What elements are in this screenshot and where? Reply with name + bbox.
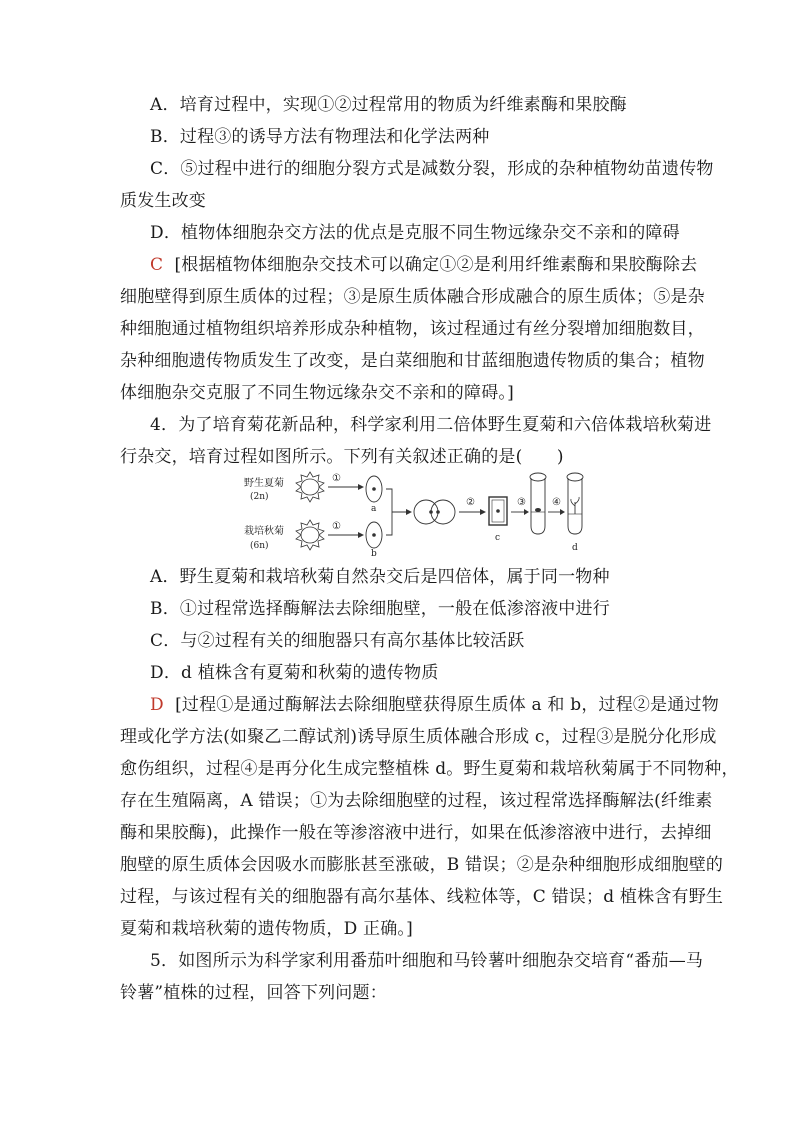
q4-answer: D [150,695,164,715]
q3-option-d: D．植物体细胞杂交方法的优点是克服不同生物远缘杂交不亲和的障碍 [150,223,680,243]
q4-option-d: D．d 植株含有夏菊和秋菊的遗传物质 [150,663,439,683]
q3-explanation-line [150,254,710,276]
q4-explanation-line [150,694,719,716]
q3-explanation-text: [根据植物体细胞杂交技术可以确定①②是利用纤维素酶和果胶酶除去 [174,255,698,275]
q4-explanation-line: 理或化学方法(如聚乙二醇试剂)诱导原生质体融合形成 c，过程③是脱分化形成 [120,727,717,747]
wild-chrysanthemum-label: 野生夏菊 [244,478,284,489]
q4-explanation-line: 愈伤组织，过程④是再分化生成完整植株 d。野生夏菊和栽培秋菊属于不同物种， [120,759,739,779]
q4-stem: 4．为了培育菊花新品种，科学家利用二倍体野生夏菊和六倍体栽培秋菊进 [150,415,712,435]
step4-label: ④ [552,497,561,508]
step3-label: ③ [517,497,526,508]
cultivated-chrysanthemum-label: 栽培秋菊 [244,526,284,537]
step1-label: ① [332,521,341,532]
q4-stem-cont: 行杂交，培育过程如图所示。下列有关叙述正确的是( ) [120,447,564,467]
label-b: b [371,549,377,559]
arrow-head [358,532,364,538]
q3-option-a: A．培育过程中，实现①②过程常用的物质为纤维素酶和果胶酶 [150,95,627,115]
q3-explanation-line: 体细胞杂交克服了不同生物远缘杂交不亲和的障碍。] [120,383,514,403]
step1-label: ① [332,473,341,484]
wild-ploidy-label: (2n) [250,492,269,502]
cultivated-cell-icon [296,520,324,550]
q4-option-a: A．野生夏菊和栽培秋菊自然杂交后是四倍体，属于同一物种 [150,567,610,587]
plantlet-tube [567,473,583,534]
q3-option-c: C．⑤过程中进行的细胞分裂方式是减数分裂，形成的杂种植物幼苗遗传物 [150,159,714,179]
q4-explanation-line: 存在生殖隔离，A 错误；①为去除细胞壁的过程，该过程常选择酶解法(纤维素 [120,791,713,811]
label-d: d [572,543,578,553]
q3-answer: C [150,255,164,275]
breeding-process-diagram [240,468,590,560]
q3-explanation-line: 杂种细胞遗传物质发生了改变，是白菜细胞和甘蓝细胞遗传物质的集合；植物 [120,351,705,371]
q5-stem-cont: 铃薯”植株的过程，回答下列问题： [120,983,387,1003]
q4-option-b: B．①过程常选择酶解法去除细胞壁，一般在低渗溶液中进行 [150,599,610,619]
q4-explanation-text: [过程①是通过酶解法去除细胞壁获得原生质体 a 和 b，过程②是通过物 [175,695,719,715]
cultivated-ploidy-label: (6n) [250,541,269,551]
q3-option-b: B．过程③的诱导方法有物理法和化学法两种 [150,127,490,147]
label-a: a [371,504,377,514]
merge-bracket [386,489,406,535]
q3-option-c-cont: 质发生改变 [120,191,206,211]
q4-explanation-line: 胞壁的原生质体会因吸水而膨胀甚至涨破，B 错误；②是杂种细胞形成细胞壁的 [120,855,724,875]
wild-cell-icon [296,472,324,502]
arrow-head [358,484,364,490]
label-c: c [495,533,501,543]
callus-tube [530,473,546,534]
fusing-cell-right [431,500,455,524]
step2-label: ② [466,497,475,508]
q3-explanation-line: 种细胞通过植物组织培养形成杂种植物，该过程通过有丝分裂增加细胞数目， [120,319,705,339]
q5-stem: 5．如图所示为科学家利用番茄叶细胞和马铃薯叶细胞杂交培育“番茄—马 [150,951,704,971]
q4-explanation-line: 过程，与该过程有关的细胞器有高尔基体、线粒体等，C 错误；d 植株含有野生 [120,887,724,907]
q4-explanation-line: 夏菊和栽培秋菊的遗传物质，D 正确。] [120,919,413,939]
q3-explanation-line: 细胞壁得到原生质体的过程；③是原生质体融合形成融合的原生质体；⑤是杂 [120,287,705,307]
q4-explanation-line: 酶和果胶酶)，此操作一般在等渗溶液中进行，如果在低渗溶液中进行，去掉细 [120,823,712,843]
q4-option-c: C．与②过程有关的细胞器只有高尔基体比较活跃 [150,631,525,651]
